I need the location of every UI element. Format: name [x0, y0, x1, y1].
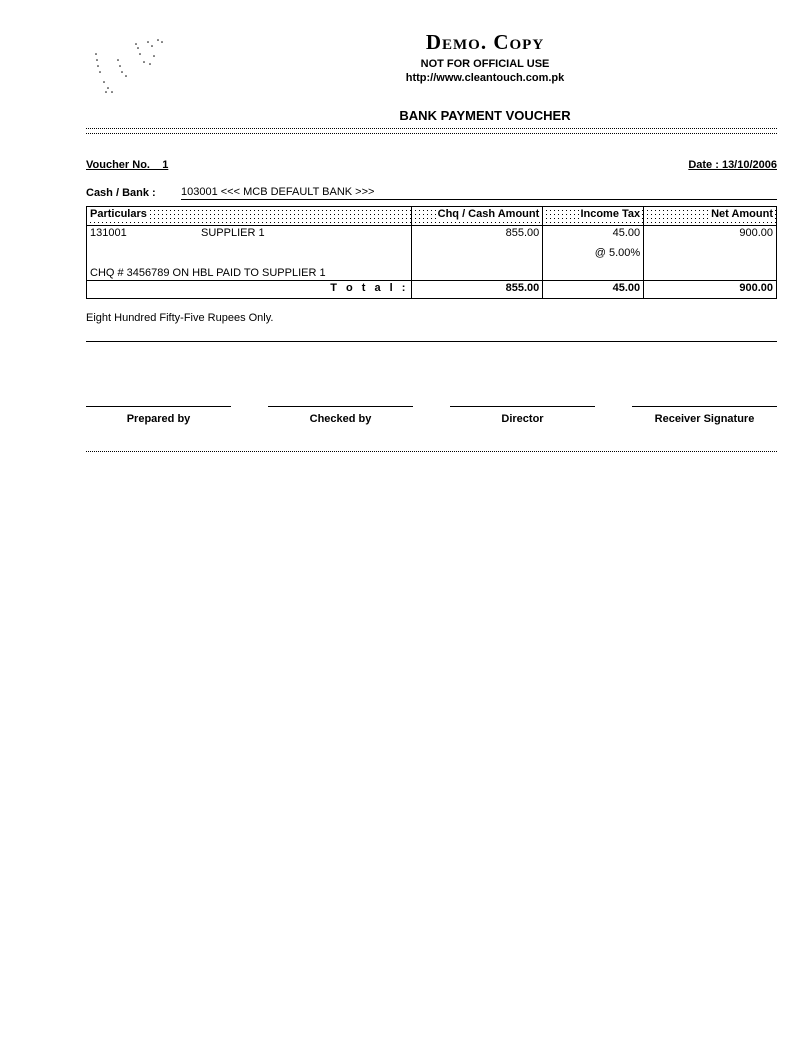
document-title: BANK PAYMENT VOUCHER [399, 108, 571, 123]
amount-cell: 855.00 [412, 226, 543, 281]
receiver-signature-label: Receiver Signature [654, 413, 755, 425]
director-label: Director [501, 413, 544, 425]
total-net-amount: 900.00 [644, 281, 777, 299]
column-header-income-tax: Income Tax [543, 207, 644, 226]
not-official-notice: NOT FOR OFFICIAL USE [420, 58, 550, 70]
particulars-cell [87, 226, 412, 281]
section-divider [86, 341, 777, 342]
total-income-tax: 45.00 [543, 281, 644, 299]
column-header-net-amount: Net Amount [644, 207, 777, 226]
total-amount: 855.00 [412, 281, 543, 299]
income-tax-value: 45.00 [612, 227, 641, 239]
amount-in-words: Eight Hundred Fifty-Five Rupees Only. [86, 312, 274, 324]
narration: CHQ # 3456789 ON HBL PAID TO SUPPLIER 1 [90, 267, 326, 279]
signature-line-prepared [86, 406, 231, 407]
cash-bank-label: Cash / Bank : [86, 187, 156, 199]
total-label: T o t a l : [87, 281, 412, 299]
net-amount-cell: 900.00 [644, 226, 777, 281]
voucher-date: Date : 13/10/2006 [688, 159, 777, 171]
voucher-table [86, 206, 777, 299]
tax-rate: @ 5.00% [594, 247, 641, 259]
website-url: http://www.cleantouch.com.pk [405, 72, 565, 84]
total-row [87, 281, 777, 299]
voucher-number: Voucher No. 1 [86, 159, 169, 171]
company-logo [86, 36, 176, 100]
table-row [87, 226, 777, 281]
checked-by-label: Checked by [309, 413, 372, 425]
prepared-by-label: Prepared by [126, 413, 191, 425]
income-tax-cell [543, 226, 644, 281]
signature-line-director [450, 406, 595, 407]
signature-line-receiver [632, 406, 777, 407]
cash-bank-value: 103001 <<< MCB DEFAULT BANK >>> [181, 186, 777, 200]
column-header-particulars: Particulars [87, 207, 412, 226]
footer-divider [86, 451, 777, 452]
account-name: SUPPLIER 1 [201, 227, 265, 239]
table-header-row [87, 207, 777, 226]
header-divider [86, 128, 777, 134]
account-code: 131001 [90, 227, 127, 239]
column-header-amount: Chq / Cash Amount [412, 207, 543, 226]
demo-copy-title: Demo. Copy [425, 30, 545, 54]
signature-line-checked [268, 406, 413, 407]
